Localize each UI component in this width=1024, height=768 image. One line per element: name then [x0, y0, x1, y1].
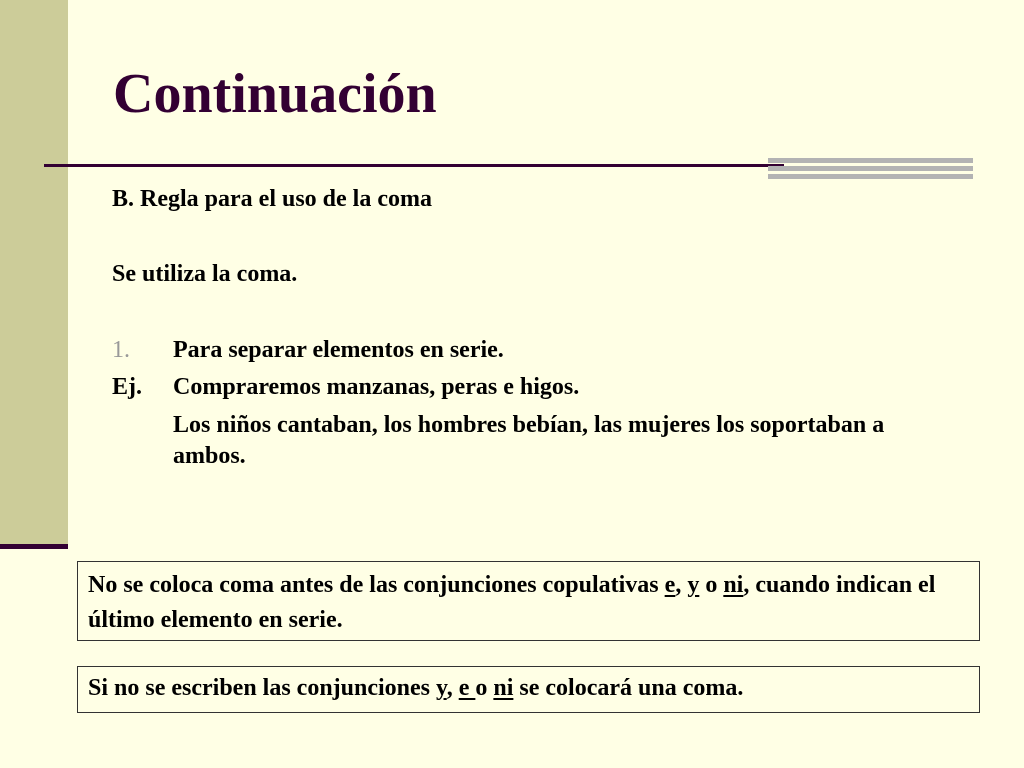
left-decorative-band: [0, 0, 68, 544]
example-line-1: [112, 371, 579, 403]
example-label: Ej.: [112, 374, 142, 400]
note2-sep1: ,: [446, 675, 459, 701]
note1-text-end: , cuando indican el último elemento en serie.: [88, 572, 936, 633]
note2-text: Si no se escriben las conjunciones: [88, 675, 437, 701]
note1-sep1: ,: [675, 572, 688, 598]
conjunction-e: e: [458, 675, 476, 701]
conjunction-y: y: [436, 675, 447, 701]
note-box-use-comma: [77, 666, 980, 713]
conjunction-ni: ni: [723, 572, 744, 598]
note1-sep2: o: [699, 572, 724, 598]
example-text-1: Compraremos manzanas, peras e higos.: [173, 374, 580, 400]
note2-text-end: se colocará una coma.: [513, 675, 744, 701]
conjunction-ni: ni: [493, 675, 514, 701]
conjunction-y: y: [687, 572, 700, 598]
example-text-2: Los niños cantaban, los hombres bebían, las mujeres los soportaban a ambos.: [173, 412, 885, 469]
section-heading: B. Regla para el uso de la coma: [112, 186, 432, 212]
intro-text: Se utiliza la coma.: [112, 261, 298, 287]
note2-sep2: o: [475, 675, 494, 701]
note1-text: No se coloca coma antes de las conjunciones copulativas: [88, 572, 665, 598]
list-item-1: [112, 334, 504, 366]
list-number: 1.: [112, 337, 130, 363]
list-item-text: Para separar elementos en serie.: [173, 337, 504, 363]
left-band-rule: [0, 544, 68, 549]
title-divider-accent: [768, 158, 973, 180]
note-box-no-comma: [77, 561, 980, 641]
conjunction-e: e: [664, 572, 676, 598]
title-divider: [44, 164, 784, 167]
slide-title: Continuación: [113, 63, 437, 125]
